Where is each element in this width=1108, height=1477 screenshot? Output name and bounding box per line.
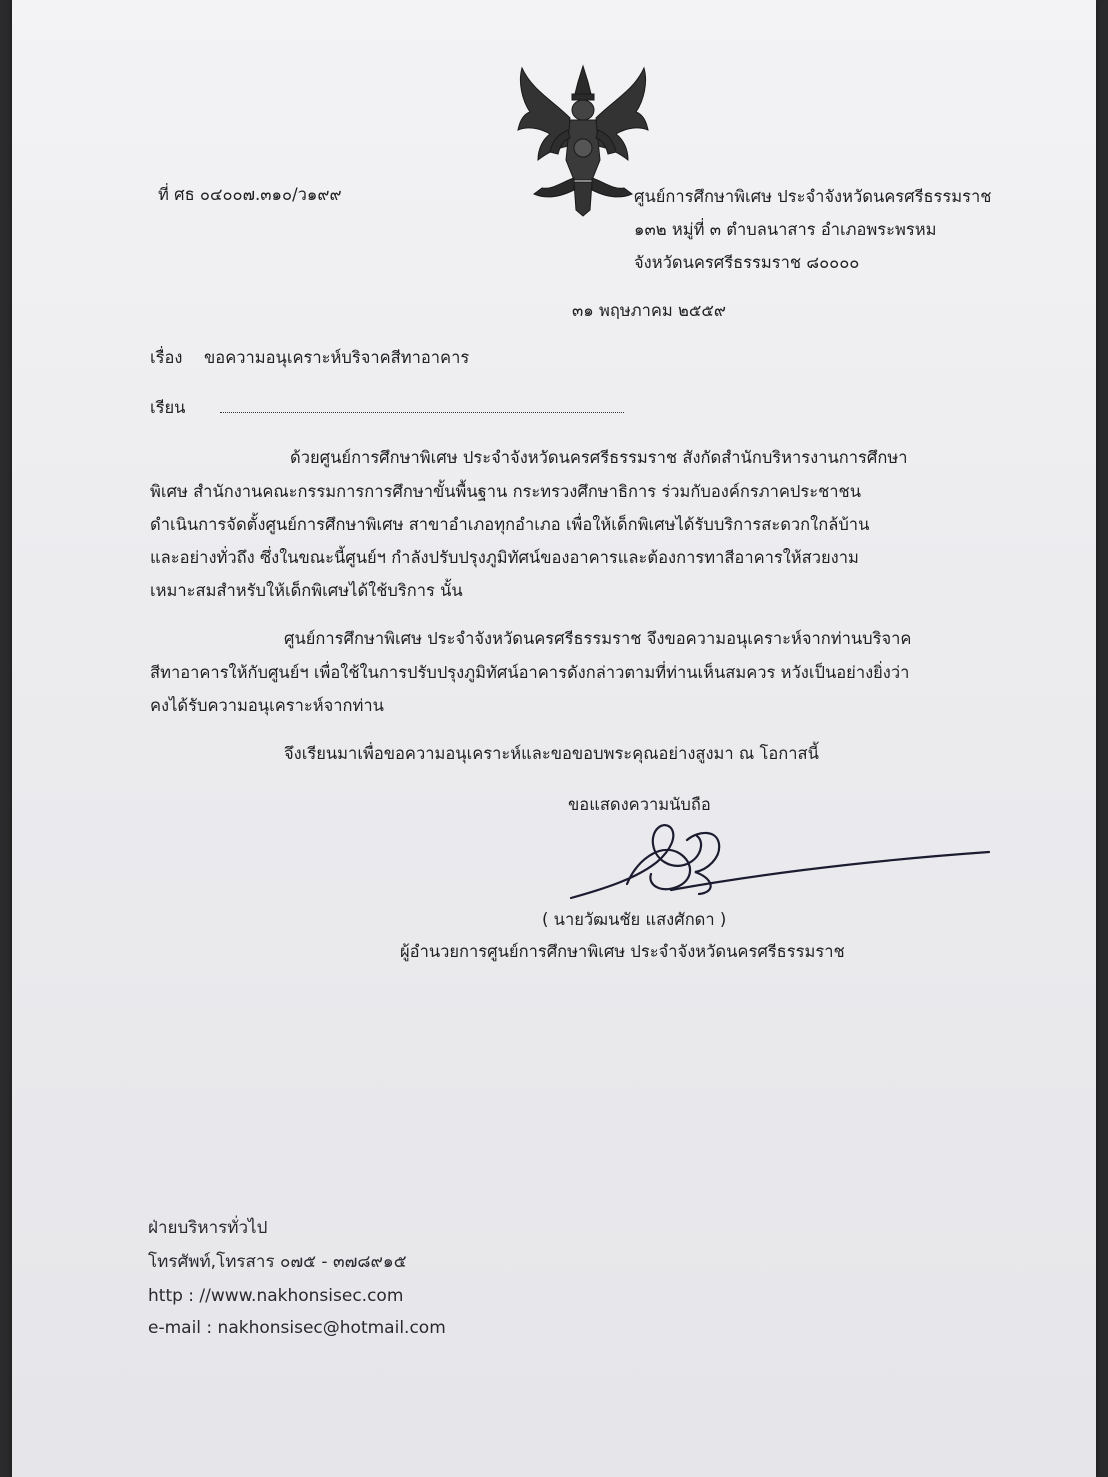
salutation-label: เรียน (150, 398, 186, 417)
address-line-2: จังหวัดนครศรีธรรมราช ๘๐๐๐๐ (634, 253, 860, 272)
paragraph2-line: คงได้รับความอนุเคราะห์จากท่าน (150, 696, 384, 715)
closing-request: จึงเรียนมาเพื่อขอความอนุเคราะห์และขอขอบพระคุณอย่างสูงมา ณ โอกาสนี้ (284, 744, 819, 763)
paragraph2-line: สีทาอาคารให้กับศูนย์ฯ เพื่อใช้ในการปรับปรุงภูมิทัศน์อาคารดังกล่าวตามที่ท่านเห็นสมควร หวังเป็นอย่างยิ่งว่า (150, 663, 910, 682)
paragraph2-line: ศูนย์การศึกษาพิเศษ ประจำจังหวัดนครศรีธรรมราช จึงขอความอนุเคราะห์จากท่านบริจาค (284, 629, 912, 648)
organization-name: ศูนย์การศึกษาพิเศษ ประจำจังหวัดนครศรีธรรมราช (634, 187, 992, 206)
paragraph1-line: และอย่างทั่วถึง ซึ่งในขณะนี้ศูนย์ฯ กำลังปรับปรุงภูมิทัศน์ของอาคารและต้องการทาสีอาคารให้สวยงาม (150, 548, 859, 567)
letter-date: ๓๑ พฤษภาคม ๒๕๕๙ (572, 301, 726, 320)
subject-label: เรื่อง (150, 348, 183, 367)
recipient-blank-line (220, 412, 624, 413)
reference-number: ที่ ศธ ๐๔๐๐๗.๓๑๐/ว๑๙๙ (158, 185, 342, 204)
paragraph1-line: เหมาะสมสำหรับให้เด็กพิเศษได้ใช้บริการ นั้น (150, 581, 463, 600)
signatory-position: ผู้อำนวยการศูนย์การศึกษาพิเศษ ประจำจังหวัดนครศรีธรรมราช (400, 942, 845, 961)
footer-website: http : //www.nakhonsisec.com (148, 1286, 404, 1306)
paragraph1-line: พิเศษ สำนักงานคณะกรรมการการศึกษาขั้นพื้นฐาน กระทรวงศึกษาธิการ ร่วมกับองค์กรภาคประชาชน (150, 482, 862, 501)
garuda-emblem-icon (512, 60, 654, 218)
footer-department: ฝ่ายบริหารทั่วไป (148, 1218, 268, 1238)
handwritten-signature-icon (567, 800, 997, 910)
address-line-1: ๑๓๒ หมู่ที่ ๓ ตำบลนาสาร อำเภอพระพรหม (634, 220, 937, 239)
footer-phone: โทรศัพท์,โทรสาร ๐๗๕ - ๓๗๘๙๑๕ (148, 1252, 407, 1272)
paragraph1-line: ด้วยศูนย์การศึกษาพิเศษ ประจำจังหวัดนครศรีธรรมราช สังกัดสำนักบริหารงานการศึกษา (290, 448, 908, 467)
letter-sheet (12, 0, 1096, 1477)
subject-text: ขอความอนุเคราะห์บริจาคสีทาอาคาร (204, 348, 470, 367)
signatory-name: ( นายวัฒนชัย แสงศักดา ) (542, 910, 727, 929)
paragraph1-line: ดำเนินการจัดตั้งศูนย์การศึกษาพิเศษ สาขาอำเภอทุกอำเภอ เพื่อให้เด็กพิเศษได้รับบริการสะดวกใกล้บ้าน (150, 515, 870, 534)
closing-salutation: ขอแสดงความนับถือ (568, 795, 711, 814)
footer-email: e-mail : nakhonsisec@hotmail.com (148, 1318, 446, 1338)
